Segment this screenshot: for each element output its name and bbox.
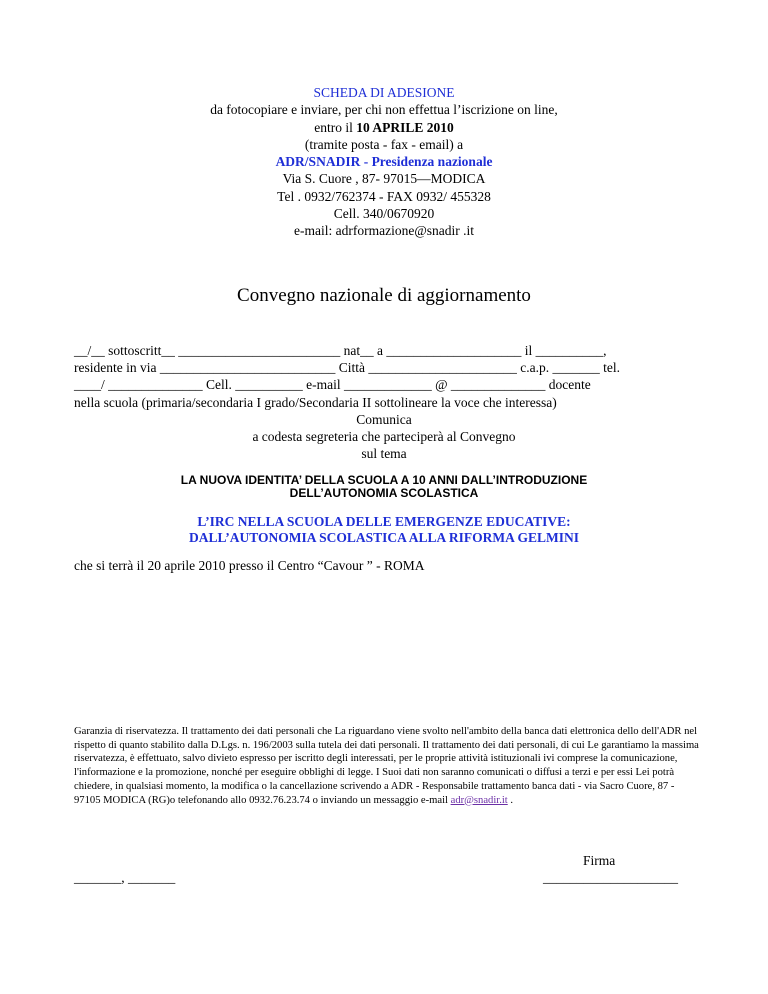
signature-line: ____________________ xyxy=(543,870,678,885)
address-line: Via S. Cuore , 87- 97015—MODICA xyxy=(282,171,486,187)
email-link[interactable]: adr@snadir.it xyxy=(450,794,508,806)
instructions-line: da fotocopiare e inviare, per chi non effettua l’iscrizione on line, xyxy=(210,102,558,118)
main-theme xyxy=(0,474,768,500)
form-line-address: residente in via __________________________ Città ______________________ c.a.p. _______ tel. xyxy=(74,360,620,376)
form-line-theme-intro: sul tema xyxy=(361,446,407,462)
privacy-notice xyxy=(74,725,699,807)
main-theme-line1: LA NUOVA IDENTITA’ DELLA SCUOLA A 10 ANNI DALL’INTRODUZIONE xyxy=(180,473,588,487)
form-line-participation: a codesta segreteria che parteciperà al Convegno xyxy=(252,429,516,445)
form-line-comunica: Comunica xyxy=(356,411,412,427)
cell-line: Cell. 340/0670920 xyxy=(333,206,435,222)
phone-line: Tel . 0932/762374 - FAX 0932/ 455328 xyxy=(277,188,491,204)
deadline-prefix: entro il xyxy=(314,119,357,135)
date-place-line: _______, _______ xyxy=(74,870,176,885)
form-title: SCHEDA DI ADESIONE xyxy=(313,85,455,100)
email-line: e-mail: adrformazione@snadir .it xyxy=(294,223,474,239)
privacy-text: Garanzia di riservatezza. Il trattamento dei dati personali che La riguardano viene svolto nell'ambito della banca dati elettronica dello dell'ADR nel rispetto di quanto stabilito dalla D.Lgs. n. 196/2003 sulla tutela dei dati personali. Il trattamento dei dati personali, di cui Le garantiamo la massima riservatezza, è effettuato, salvo divieto espresso per iscritto degli interessati, per le proprie attività istituzionali ivi comprese la comunicazione, l'informazione e la promozione, nonché per eseguire obblighi di legge. I Suoi dati non saranno comunicati o diffusi a terzi e per essi Lei potrà chiedere, in qualsiasi momento, la modifica o la cancellazione scrivendo a ADR - Responsabile trattamento banca dati - via Sacro Cuore, 87 - 97105 MODICA (RG)o telefonando allo 0932.76.23.74 o inviando un messaggio e-mail xyxy=(74,726,699,806)
form-line-contacts: ____/ ______________ Cell. __________ e-mail _____________ @ ______________ docente xyxy=(74,377,591,393)
deadline-line xyxy=(0,119,768,136)
form-line-name: __/__ sottoscritt__ ________________________ nat__ a ____________________ il __________, xyxy=(74,343,607,358)
send-method-line: (tramite posta - fax - email) a xyxy=(304,136,464,152)
sub-theme-line1: L’IRC NELLA SCUOLA DELLE EMERGENZE EDUCATIVE: xyxy=(197,514,571,529)
registration-form xyxy=(74,342,694,462)
sub-theme xyxy=(0,514,768,546)
venue-line: che si terrà il 20 aprile 2010 presso il Centro “Cavour ” - ROMA xyxy=(74,558,425,573)
form-line-school: nella scuola (primaria/secondaria I grado/Secondaria II sottolineare la voce che interessa) xyxy=(74,394,557,410)
organization-name: ADR/SNADIR - Presidenza nazionale xyxy=(275,154,493,170)
main-theme-line2: DELL’AUTONOMIA SCOLASTICA xyxy=(289,486,479,500)
sub-theme-line2: DALL’AUTONOMIA SCOLASTICA ALLA RIFORMA GELMINI xyxy=(188,530,580,545)
deadline-date: 10 APRILE 2010 xyxy=(356,119,454,135)
event-title: Convegno nazionale di aggiornamento xyxy=(237,285,531,306)
header-block xyxy=(0,84,768,240)
signature-label: Firma xyxy=(583,853,616,868)
privacy-end: . xyxy=(507,794,514,806)
